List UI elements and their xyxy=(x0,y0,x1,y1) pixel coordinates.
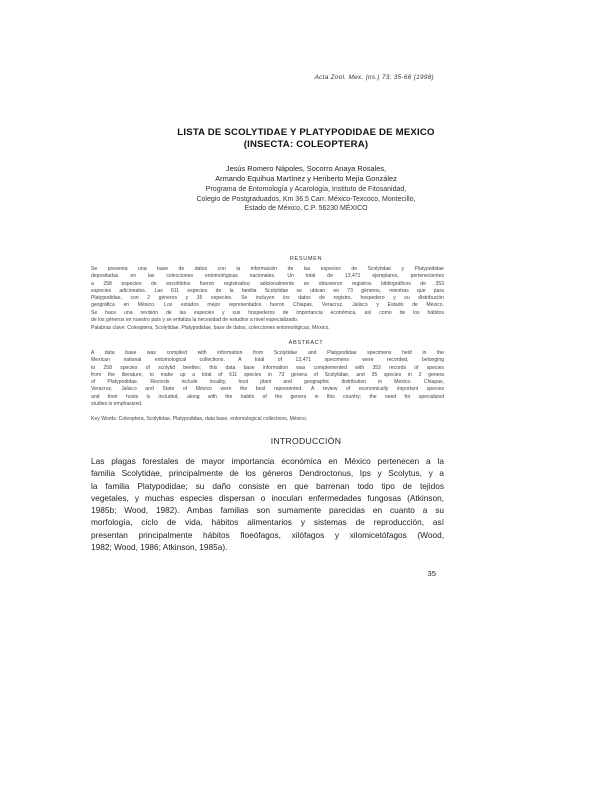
abstract-body xyxy=(91,350,444,408)
abstract-line: and their hosts is included, along with the habits of the genera in this country; the need for specialized xyxy=(91,393,444,400)
intro-line: familia Scolytidae, principalmente de los géneros Dendroctonus, Ips y Scolytus, y a xyxy=(91,468,444,479)
abstract-line: Veracruz, Jalisco and State of México were the best represented. A review of economically important species xyxy=(91,386,444,393)
abstract-line: to 258 species of scolytid beetles; this data base information was complemented with 353 records of species xyxy=(91,364,444,371)
introduccion-heading: INTRODUCCIÓN xyxy=(270,436,342,446)
intro-line: 1985b; Wood, 1982). Ambas familias son sumamente parecidas en cuanto a su xyxy=(91,505,444,516)
abstract-line: from the literature, to make up a total of 611 species in 73 genera of Scolytidae, and 35 species in 2 genera xyxy=(91,371,444,378)
abstract-line: Mexican national entomological collections. A total of 13,471 specimens were recorded, belonging xyxy=(91,357,444,364)
resumen-body xyxy=(91,266,444,324)
abstract-keywords: Key Words: Coleoptera, Scolytidae, Platypodidae, data base, entomological collections, México. xyxy=(91,416,308,422)
intro-line: morfología, ciclo de vida, hábitos alimentarios y sistemas de reproducción, así xyxy=(91,517,444,528)
resumen-line: especies adicionales. Las 611 especies de la familia Scolytidae se ubican en 73 géneros, mientras que para xyxy=(91,287,444,294)
intro-line: 1982; Wood, 1986; Atkinson, 1985a). xyxy=(91,542,228,553)
affiliation-line-3: Estado de México, C.P. 56230 MÉXICO xyxy=(244,205,368,212)
abstract-heading: ABSTRACT xyxy=(288,340,324,346)
resumen-line: a 258 especies de escolítidos fueron registrados; adicionalmente se obtuvieron registros bibliográficos de 353 xyxy=(91,280,444,287)
resumen-keywords: Palabras clave: Coleoptera, Scolytidae, Platypodidae, base de datos, colecciones entomológicas, México. xyxy=(91,325,330,331)
intro-line: Las plagas forestales de mayor importancia económica en México pertenecen a la xyxy=(91,456,444,466)
authors xyxy=(0,164,612,184)
title-line-1: LISTA DE SCOLYTIDAE Y PLATYPODIDAE DE MEXICO xyxy=(177,127,435,138)
authors-line-1: Jesús Romero Nápoles, Socorro Anaya Rosales, xyxy=(225,164,387,173)
resumen-line: depositadas en las colecciones entomológicas nacionales. Un total de 13,471 ejemplares, pertenecientes xyxy=(91,273,444,280)
title-line-2: (INSECTA: COLEOPTERA) xyxy=(243,139,369,150)
abstract-line: of Platypodidae. Records include locality, host plant and geographic distribution in Mexico. Chiapas, xyxy=(91,379,444,386)
journal-reference: Acta Zool. Mex. (ns.) 73: 35-66 (1998) xyxy=(314,74,434,81)
intro-line: presentan principalmente hábitos floeófagos, xilófagos y xilomicetófagos (Wood, xyxy=(91,529,444,540)
authors-line-2: Armando Equihua Martínez y Heriberto Mejía González xyxy=(215,174,397,183)
resumen-line: de los géneros en nuestro país y se enfatiza la necesidad de estudios a nivel especializado. xyxy=(91,317,299,324)
abstract-line: A data base was compiled with information from Scolytidae and Platypodidae specimens held in the xyxy=(91,350,444,356)
introduccion-body xyxy=(91,455,444,553)
intro-line: la familia Platypodidae; su daño consiste en que barrenan todo tipo de tejidos xyxy=(91,480,444,491)
resumen-line: Se presenta una base de datos con la información de las especies de Scolytidae y Platypodidae xyxy=(91,266,444,272)
affiliation xyxy=(0,185,612,214)
abstract-line: studies is emphasized. xyxy=(91,401,143,408)
paper-title xyxy=(0,127,612,151)
resumen-heading: RESUMEN xyxy=(289,256,323,262)
affiliation-line-2: Colegio de Postgraduados, Km 36.5 Carr. México-Texcoco, Montecillo, xyxy=(196,195,416,203)
resumen-line: geográfica en México. Los estados mejor representados fueron Chiapas, Veracruz, Jalisco y Estado de México. xyxy=(91,302,444,309)
page-number: 35 xyxy=(427,569,436,578)
intro-line: vegetales, y muchas especies dispersan o inoculan enfermedades fungosas (Atkinson, xyxy=(91,492,444,503)
resumen-line: Se hace una revisión de las especies y sus hospederos de importancia económica, así como de los hábitos xyxy=(91,309,444,316)
resumen-line: Platypodidae, con 2 géneros y 35 especies. Se incluyen los datos de registro, hospedero y su distribución xyxy=(91,295,444,302)
affiliation-line-1: Programa de Entomología y Acarología, Instituto de Fitosanidad, xyxy=(205,186,407,193)
